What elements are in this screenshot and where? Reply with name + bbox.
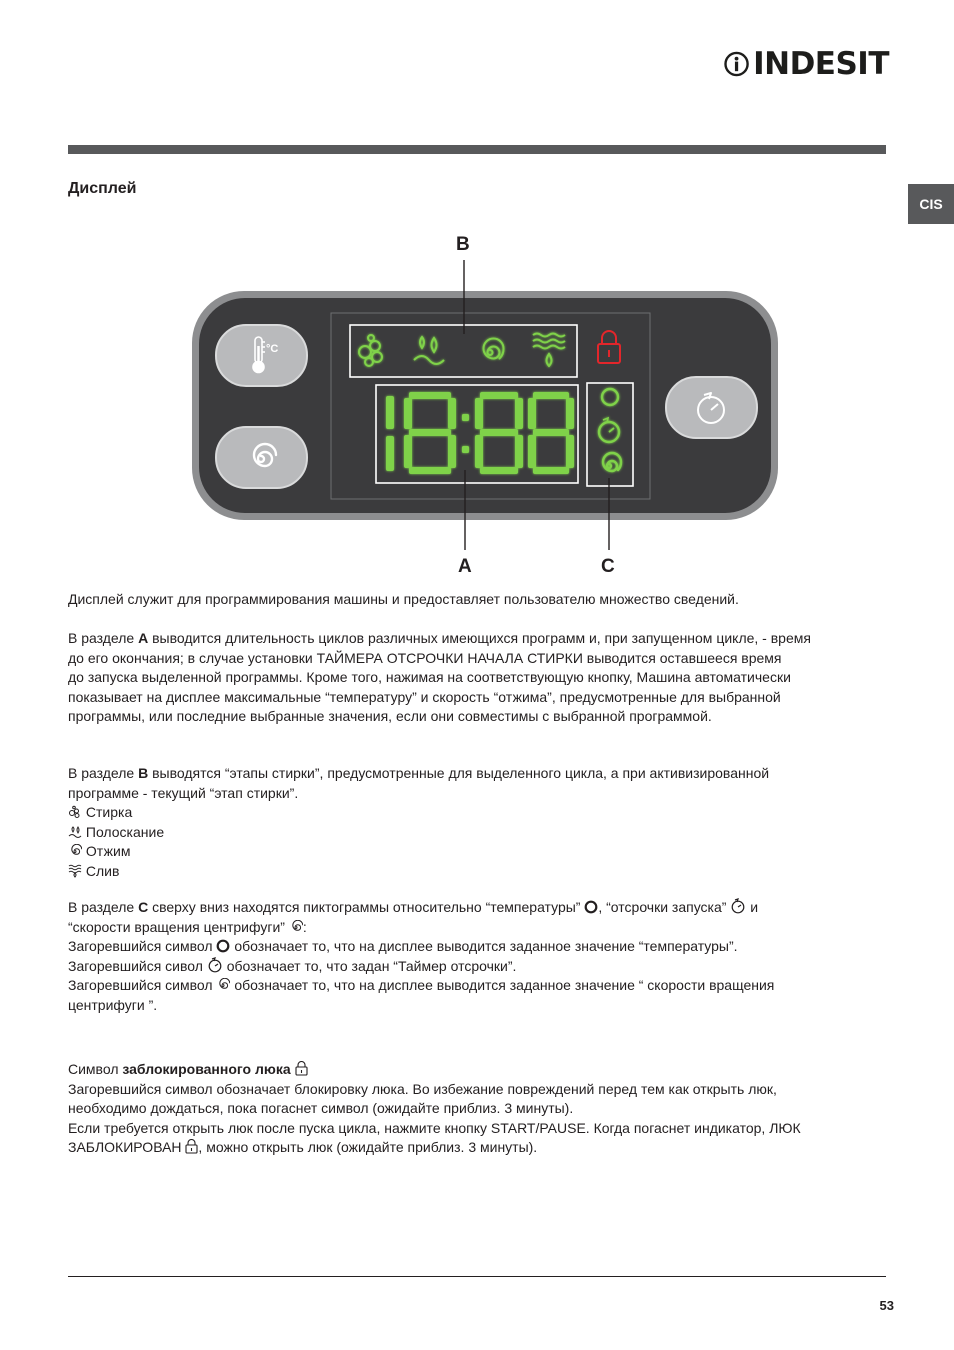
section-a-letter: A	[138, 630, 149, 646]
temperature-indicator-icon	[216, 939, 230, 953]
delay-timer-icon	[207, 957, 223, 973]
section-c-letter: C	[138, 899, 149, 915]
callout-c: C	[601, 556, 615, 577]
lock-icon	[185, 1139, 198, 1154]
language-tab: CIS	[908, 184, 954, 224]
temp-unit-label: °C	[266, 343, 279, 355]
drain-icon	[68, 864, 82, 878]
footer-rule	[68, 1276, 886, 1277]
delay-timer-button[interactable]	[666, 377, 757, 438]
temperature-button[interactable]	[216, 325, 307, 386]
callout-b: B	[456, 234, 470, 255]
phase-list-item: Стирка	[68, 803, 888, 823]
display-panel	[0, 0, 954, 600]
section-b-letter: B	[138, 765, 149, 781]
display-figure	[0, 0, 954, 600]
lock-paragraph: Символ заблокированного люка Загоревшийся символ обозначает блокировку люка. Во избежание повреждений перед тем как открыть люк, необходимо дождаться, пока погаснет символ (ожидайте приблиз. 3 минуты). Если требуется открыть люк после пуска цикла, нажмите кнопку START/PAUSE. Когда погаснет индикатор, ЛЮК ЗАБЛОКИРОВАН , можно открыть люк (ожидайте приблиз. 3 минуты).	[68, 1061, 801, 1155]
temperature-indicator-icon	[584, 900, 598, 914]
delay-timer-icon	[730, 898, 746, 914]
brand-name: INDESIT	[753, 45, 889, 82]
section-title: Дисплей	[68, 180, 137, 197]
lock-icon	[295, 1061, 308, 1076]
section-c-paragraph: В разделе C сверху вниз находятся пиктограммы относительно “температуры” , “отсрочки запуска” и “скорости вращения центрифуги” : Загоревшийся символ обозначает то, что на дисплее выводится заданное значение “температуры”. Загоревшийся сивол обозначает то, что задан “Таймер отсрочки”. Загоревшийся символ обозначает то, что на дисплее выводится заданное значение “ скорости вращения центрифуги ”.	[68, 899, 775, 1013]
phase-list-item: Слив	[68, 862, 888, 882]
section-b-paragraph: В разделе B выводятся “этапы стирки”, предусмотренные для выделенного цикла, а при активизированной программе - текущий “этап стирки”. Стирка Полоскание Отжим Слив	[68, 764, 888, 881]
spin-icon	[68, 844, 82, 858]
wash-icon	[68, 805, 82, 819]
spin-speed-icon	[216, 978, 230, 992]
rinse-icon	[68, 825, 82, 839]
spin-button[interactable]	[216, 427, 307, 488]
page-number: 53	[879, 1298, 894, 1313]
intro-text: Дисплей служит для программирования машины и предоставляет пользователю множество сведений.	[68, 591, 739, 607]
callout-a: A	[458, 556, 472, 577]
phase-list-item: Полоскание	[68, 823, 888, 843]
lock-heading: заблокированного люка	[122, 1061, 291, 1077]
spin-speed-icon	[289, 920, 303, 934]
intro-paragraph	[68, 590, 888, 610]
section-a-paragraph: В разделе A выводится длительность циклов различных имеющихся программ и, при запущенном цикле, - время до его окончания; в случае установки ТАЙМЕРА ОТСРОЧКИ НАЧАЛА СТИРКИ выводится оставшееся время до запуска выделенной программы. Кроме того, нажимая на соответствующую кнопку, Машина автоматически показывает на дисплее максимальные “температуру” и скорость “отжима”, предусмотренные для выбранной программы, или последние выбранные значения, если они совместимы с выбранной программой.	[68, 630, 811, 724]
phase-list-item: Отжим	[68, 842, 888, 862]
